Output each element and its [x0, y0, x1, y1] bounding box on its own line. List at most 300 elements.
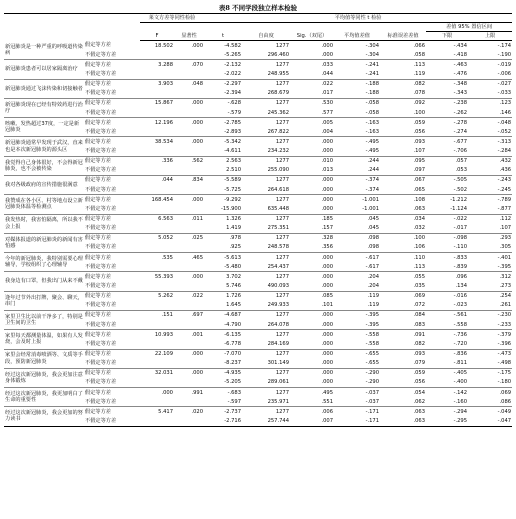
t-value: 3.702 — [226, 273, 242, 280]
df-value: 249.933 — [242, 301, 290, 311]
sig-two-tailed-value: .101 — [290, 301, 334, 311]
f-value — [140, 243, 174, 253]
std-error-diff-value: .091 — [413, 331, 426, 338]
t-value: -2.716 — [204, 416, 242, 426]
ci-lower-value: -.839 — [426, 262, 468, 272]
df-value: 490.093 — [242, 282, 290, 292]
unequal-variance-label: 不假定等方差 — [84, 301, 140, 311]
ci-upper-value: -.047 — [468, 416, 512, 426]
ci-upper-value: .261 — [468, 301, 512, 311]
sig-two-tailed-value: .000 — [321, 196, 334, 203]
f-value — [140, 378, 174, 388]
ci-lower-value: -1.124 — [426, 204, 468, 214]
ci-upper-value: -.019 — [497, 61, 512, 68]
significance-value — [174, 262, 204, 272]
std-error-diff-value: .095 — [413, 158, 426, 165]
ci-lower-value: -.736 — [453, 331, 468, 338]
sig-two-tailed-value: .000 — [290, 359, 334, 369]
mean-diff-value: .119 — [367, 293, 380, 300]
mean-diff-value: .045 — [367, 216, 380, 223]
std-error-diff-value: .119 — [380, 69, 426, 79]
ci-lower-value: -.022 — [453, 216, 468, 223]
ci-upper-value: -.230 — [497, 312, 512, 319]
significance-value: .000 — [191, 196, 204, 203]
significance-value — [174, 69, 204, 79]
ci-upper-value: -.245 — [468, 185, 512, 195]
mean-diff-value: .119 — [334, 301, 380, 311]
std-error-diff-value: .078 — [380, 89, 426, 99]
std-error-diff-value: .072 — [380, 301, 426, 311]
equal-variance-label: 假定等方差 — [85, 312, 111, 319]
sig-two-tailed-value: .000 — [290, 378, 334, 388]
header-col-std-error-diff: 标准误差差值 — [380, 32, 426, 41]
t-value: -.683 — [227, 389, 242, 396]
std-error-diff-value: .056 — [380, 127, 426, 137]
mean-diff-value: -.290 — [334, 378, 380, 388]
ci-upper-value: -.313 — [497, 138, 512, 145]
ci-upper-value: .254 — [499, 293, 512, 300]
std-error-diff-value: .093 — [413, 138, 426, 145]
std-error-diff-value: .113 — [380, 262, 426, 272]
table-row — [4, 388, 512, 398]
table-row — [4, 41, 512, 51]
unequal-variance-label: 不假定等方差 — [84, 204, 140, 214]
mean-diff-value: -.290 — [365, 370, 380, 377]
survey-item-label: 咳嗽、发热超过37度，一定是新冠肺炎 — [4, 118, 84, 137]
df-value: 235.971 — [242, 397, 290, 407]
t-value: 1.326 — [226, 216, 242, 223]
std-error-diff-value: .067 — [413, 177, 426, 184]
header-col-sig-two-tailed: Sig.（双尾） — [290, 32, 334, 41]
ci-lower-value: -.706 — [426, 147, 468, 157]
df-value: 254.437 — [242, 262, 290, 272]
sig-two-tailed-value: .530 — [321, 100, 334, 107]
equal-variance-label: 假定等方差 — [85, 331, 111, 338]
ci-upper-value: -.379 — [497, 331, 512, 338]
ci-lower-value: -.558 — [426, 320, 468, 330]
mean-diff-value: -.655 — [365, 351, 380, 358]
table-row — [4, 79, 512, 89]
f-value — [140, 416, 174, 426]
significance-value — [174, 339, 204, 349]
f-value: 3.903 — [158, 81, 173, 88]
mean-diff-value: -.558 — [365, 331, 380, 338]
ci-lower-value: -.017 — [426, 224, 468, 234]
header-spacer — [140, 23, 426, 32]
ci-lower-value: -.098 — [453, 235, 468, 242]
ci-upper-value: -.190 — [468, 50, 512, 60]
df-value: 1277 — [275, 254, 290, 261]
f-value — [140, 185, 174, 195]
ci-upper-value: -.395 — [468, 262, 512, 272]
f-value — [140, 339, 174, 349]
df-value: 255.090 — [242, 166, 290, 176]
sig-two-tailed-value: .328 — [321, 235, 334, 242]
f-value: .044 — [161, 177, 173, 184]
significance-value — [174, 204, 204, 214]
table-title: 表8 不同学段独立样本检验 — [218, 4, 298, 12]
ci-lower-value: -.238 — [453, 100, 468, 107]
table-row — [4, 407, 512, 417]
ci-lower-value: -.295 — [426, 416, 468, 426]
sig-two-tailed-value: .006 — [321, 408, 334, 415]
t-value: 1.419 — [204, 224, 242, 234]
mean-diff-value: -.058 — [334, 108, 380, 118]
ci-upper-value: -.401 — [497, 254, 512, 261]
std-error-diff-value: .059 — [413, 119, 426, 126]
f-value — [140, 262, 174, 272]
f-value — [140, 397, 174, 407]
survey-item-label: 家里卫生比以前干净多了，特别是卫生间的卫生 — [4, 310, 84, 329]
df-value: 1277 — [275, 370, 290, 377]
f-value — [140, 147, 174, 157]
significance-value — [174, 185, 204, 195]
f-value — [140, 301, 174, 311]
std-error-diff-value: .107 — [380, 147, 426, 157]
t-value: 5.746 — [204, 282, 242, 292]
significance-value — [174, 127, 204, 137]
f-value: 5.417 — [158, 408, 173, 415]
header-col-significance: 显著性 — [174, 32, 204, 41]
ci-lower-value: .096 — [455, 273, 468, 280]
significance-value — [174, 378, 204, 388]
df-value: 1277 — [275, 61, 290, 68]
mean-diff-value: -.188 — [334, 89, 380, 99]
df-value: 257.744 — [242, 416, 290, 426]
ci-lower-value: -.561 — [453, 312, 468, 319]
df-value: 1277 — [275, 216, 290, 223]
t-value: -8.237 — [204, 359, 242, 369]
sig-two-tailed-value: .185 — [321, 216, 334, 223]
header-col-df: 自由度 — [242, 32, 290, 41]
f-value — [140, 359, 174, 369]
f-value — [140, 50, 174, 60]
std-error-diff-value: .093 — [413, 351, 426, 358]
t-value: 1.726 — [226, 293, 242, 300]
table-row — [4, 137, 512, 147]
t-value: -5.725 — [204, 185, 242, 195]
ci-upper-value: -.498 — [468, 359, 512, 369]
std-error-diff-value: .063 — [380, 416, 426, 426]
std-error-diff-value: .110 — [413, 254, 426, 261]
ci-upper-value: .112 — [499, 216, 512, 223]
df-value: 1277 — [275, 331, 290, 338]
ci-lower-value: -.405 — [453, 370, 468, 377]
unequal-variance-label: 不假定等方差 — [84, 320, 140, 330]
ci-lower-value: -.505 — [453, 177, 468, 184]
significance-value — [174, 243, 204, 253]
ci-lower-value: -.294 — [453, 408, 468, 415]
f-value: 12.196 — [154, 119, 173, 126]
mean-diff-value: -.617 — [334, 262, 380, 272]
mean-diff-value: -.374 — [334, 185, 380, 195]
df-value: 1277 — [275, 235, 290, 242]
f-value: 18.502 — [154, 42, 173, 49]
sig-two-tailed-value: .022 — [321, 81, 334, 88]
f-value — [140, 204, 174, 214]
significance-value: .000 — [191, 100, 204, 107]
sig-two-tailed-value: .551 — [290, 397, 334, 407]
df-value: 1277 — [275, 293, 290, 300]
f-value — [140, 89, 174, 99]
table-body — [4, 41, 512, 427]
significance-value: .011 — [191, 216, 204, 223]
ci-lower-value: -.348 — [453, 81, 468, 88]
std-error-diff-value: .084 — [413, 312, 426, 319]
df-value: 268.679 — [242, 89, 290, 99]
t-value: -2.297 — [224, 81, 242, 88]
t-value: -5.589 — [224, 177, 242, 184]
f-value: .336 — [161, 158, 173, 165]
equal-variance-label: 假定等方差 — [85, 293, 111, 300]
header-col-upper: 上限 — [468, 32, 512, 41]
ci-upper-value: .123 — [499, 100, 512, 107]
mean-diff-value: -.241 — [365, 61, 380, 68]
equal-variance-label: 假定等方差 — [85, 370, 111, 377]
sig-two-tailed-value: .000 — [321, 42, 334, 49]
mean-diff-value: .098 — [367, 235, 380, 242]
df-value: 1277 — [275, 42, 290, 49]
survey-item-label: 经过这次新冠肺炎，我更加明白了生命的重要性 — [4, 388, 84, 407]
ci-lower-value: -.142 — [453, 389, 468, 396]
t-value: -4.582 — [224, 42, 242, 49]
significance-value — [174, 416, 204, 426]
sig-two-tailed-value: .000 — [290, 50, 334, 60]
sig-two-tailed-value: .000 — [290, 282, 334, 292]
f-value — [140, 224, 174, 234]
t-value: -5.613 — [224, 254, 242, 261]
sig-two-tailed-value: .004 — [290, 127, 334, 137]
ci-upper-value: -.049 — [497, 408, 512, 415]
equal-variance-label: 假定等方差 — [85, 42, 111, 49]
table-row — [4, 214, 512, 224]
unequal-variance-label: 不假定等方差 — [84, 359, 140, 369]
f-value: 5.262 — [158, 293, 173, 300]
df-value: 1277 — [275, 119, 290, 126]
table-row — [4, 233, 512, 243]
df-value: 1277 — [275, 273, 290, 280]
t-value: -4.687 — [224, 312, 242, 319]
std-error-diff-value: .113 — [413, 61, 426, 68]
df-value: 1277 — [275, 408, 290, 415]
ci-lower-value: -.343 — [426, 89, 468, 99]
ci-upper-value: -.174 — [497, 42, 512, 49]
survey-item-label: 我身边有口罩，但我出门从来不戴 — [4, 272, 84, 291]
equal-variance-label: 假定等方差 — [85, 138, 111, 145]
ci-upper-value: -.789 — [497, 196, 512, 203]
f-value: .000 — [161, 389, 173, 396]
header-col-t: t — [204, 32, 242, 41]
df-value: 1277 — [275, 351, 290, 358]
header-levene: 莱文方差等同性检验 — [140, 14, 204, 23]
sig-two-tailed-value: .000 — [290, 185, 334, 195]
t-value: -2.022 — [204, 69, 242, 79]
mean-diff-value: -.558 — [334, 339, 380, 349]
df-value: 296.460 — [242, 50, 290, 60]
mean-diff-value: -.058 — [365, 100, 380, 107]
significance-value: .991 — [191, 389, 204, 396]
f-value: 5.052 — [158, 235, 173, 242]
mean-diff-value: .244 — [334, 166, 380, 176]
ci-upper-value: .436 — [468, 166, 512, 176]
header-ttest: 平均值等同性 t 检验 — [204, 14, 512, 23]
unequal-variance-label: 不假定等方差 — [84, 127, 140, 137]
sig-two-tailed-value: .000 — [290, 320, 334, 330]
df-value: 635.448 — [242, 204, 290, 214]
mean-diff-value: -1.001 — [362, 196, 380, 203]
significance-value — [174, 320, 204, 330]
ci-upper-value: -.006 — [468, 69, 512, 79]
ci-lower-value: -1.212 — [450, 196, 468, 203]
f-value: 3.288 — [158, 61, 173, 68]
equal-variance-label: 假定等方差 — [85, 81, 111, 88]
equal-variance-label: 假定等方差 — [85, 351, 111, 358]
ci-lower-value: -.400 — [426, 378, 468, 388]
unequal-variance-label: 不假定等方差 — [84, 262, 140, 272]
std-error-diff-value: .063 — [380, 204, 426, 214]
ci-lower-value: .134 — [426, 282, 468, 292]
equal-variance-label: 假定等方差 — [85, 235, 111, 242]
sig-two-tailed-value: .000 — [290, 262, 334, 272]
ci-lower-value: -.720 — [426, 339, 468, 349]
ci-upper-value: -.243 — [497, 177, 512, 184]
unequal-variance-label: 不假定等方差 — [84, 89, 140, 99]
std-error-diff-value: .100 — [413, 235, 426, 242]
sig-two-tailed-value: .005 — [321, 119, 334, 126]
sig-two-tailed-value: .000 — [290, 339, 334, 349]
ci-upper-value: -.048 — [497, 119, 512, 126]
ci-lower-value: -.476 — [426, 69, 468, 79]
f-value: 55.393 — [154, 273, 173, 280]
ci-lower-value: -.016 — [453, 293, 468, 300]
sig-two-tailed-value: .010 — [321, 158, 334, 165]
unequal-variance-label: 不假定等方差 — [84, 69, 140, 79]
df-value: 301.149 — [242, 359, 290, 369]
f-value: 10.993 — [154, 331, 173, 338]
mean-diff-value: .045 — [334, 224, 380, 234]
std-error-diff-value: .079 — [380, 359, 426, 369]
t-value: 2.563 — [226, 158, 242, 165]
mean-diff-value: .204 — [367, 273, 380, 280]
std-error-diff-value: .069 — [413, 293, 426, 300]
survey-item-label: 新冠肺炎是一种严重的呼吸道传染病 — [4, 41, 84, 60]
df-value: 264.618 — [242, 185, 290, 195]
t-value: -.628 — [227, 100, 242, 107]
unequal-variance-label: 不假定等方差 — [84, 282, 140, 292]
df-value: 1277 — [275, 100, 290, 107]
mean-diff-value: -.171 — [365, 408, 380, 415]
significance-value — [174, 397, 204, 407]
ci-upper-value: -.396 — [468, 339, 512, 349]
df-value: 284.169 — [242, 339, 290, 349]
significance-value: .000 — [191, 370, 204, 377]
ci-upper-value: -.473 — [497, 351, 512, 358]
f-value — [140, 166, 174, 176]
t-value: -5.265 — [204, 50, 242, 60]
t-value: 2.510 — [204, 166, 242, 176]
equal-variance-label: 假定等方差 — [85, 273, 111, 280]
significance-value: .070 — [191, 61, 204, 68]
sig-two-tailed-value: .044 — [290, 69, 334, 79]
significance-value: .000 — [191, 273, 204, 280]
sig-two-tailed-value: .000 — [321, 312, 334, 319]
table-row — [4, 118, 512, 128]
significance-value: .697 — [191, 312, 204, 319]
t-value: -2.394 — [204, 89, 242, 99]
f-value — [140, 282, 174, 292]
t-value: -5.205 — [204, 378, 242, 388]
t-value: -2.132 — [224, 61, 242, 68]
df-value: 1277 — [275, 196, 290, 203]
significance-value — [174, 166, 204, 176]
std-error-diff-value: .083 — [380, 320, 426, 330]
df-value: 275.351 — [242, 224, 290, 234]
survey-item-label: 逢年过节外出打牌，聚会、聊天，串门 — [4, 291, 84, 310]
significance-value — [174, 50, 204, 60]
ci-upper-value: .432 — [499, 158, 512, 165]
mean-diff-value: -.395 — [334, 320, 380, 330]
ci-upper-value: -.052 — [468, 127, 512, 137]
survey-item-label: 我发热时，我害怕隔离，所以我不会上报 — [4, 214, 84, 233]
table-row — [4, 175, 512, 185]
significance-value — [174, 359, 204, 369]
ci-lower-value: -.463 — [453, 61, 468, 68]
unequal-variance-label: 不假定等方差 — [84, 224, 140, 234]
t-value: -6.135 — [224, 331, 242, 338]
significance-value — [174, 224, 204, 234]
std-error-diff-value: .032 — [380, 224, 426, 234]
ci-lower-value: -.833 — [453, 254, 468, 261]
std-error-diff-value: .097 — [380, 166, 426, 176]
ci-upper-value: -.033 — [468, 89, 512, 99]
mean-diff-value: -.304 — [334, 50, 380, 60]
ci-upper-value: -.877 — [468, 204, 512, 214]
f-value — [140, 69, 174, 79]
significance-value — [174, 282, 204, 292]
f-value: 15.867 — [154, 100, 173, 107]
df-value: 1277 — [275, 81, 290, 88]
std-error-diff-value: .092 — [413, 100, 426, 107]
survey-item-label: 新冠肺炎通常早发现于武汉，直来也是本次新冠肺炎的源头区 — [4, 137, 84, 156]
f-value: 6.563 — [158, 216, 173, 223]
ci-upper-value: -.233 — [468, 320, 512, 330]
std-error-diff-value: .054 — [413, 389, 426, 396]
df-value: 1277 — [275, 138, 290, 145]
sig-two-tailed-value: .495 — [321, 389, 334, 396]
sig-two-tailed-value: .000 — [321, 351, 334, 358]
sig-two-tailed-value: .007 — [290, 416, 334, 426]
ci-lower-value: -.434 — [453, 42, 468, 49]
table-row — [4, 60, 512, 70]
mean-diff-value: -.395 — [365, 312, 380, 319]
table-row — [4, 98, 512, 108]
std-error-diff-value: .100 — [380, 108, 426, 118]
std-error-diff-value: .062 — [380, 397, 426, 407]
survey-item-label: 我觉得自己身体很好，不会得新冠肺炎，也不会被传染 — [4, 156, 84, 175]
ci-lower-value: -.262 — [426, 108, 468, 118]
unequal-variance-label: 不假定等方差 — [84, 147, 140, 157]
ci-upper-value: .086 — [468, 397, 512, 407]
survey-item-label: 我对各级政府的宣传措施很满意 — [4, 175, 84, 194]
significance-value: .562 — [191, 158, 204, 165]
std-error-diff-value: .063 — [413, 408, 426, 415]
sig-two-tailed-value: .017 — [290, 89, 334, 99]
unequal-variance-label: 不假定等方差 — [84, 397, 140, 407]
std-error-diff-value: .035 — [380, 282, 426, 292]
t-value: -2.785 — [224, 119, 242, 126]
df-value: 267.822 — [242, 127, 290, 137]
mean-diff-value: .204 — [334, 282, 380, 292]
